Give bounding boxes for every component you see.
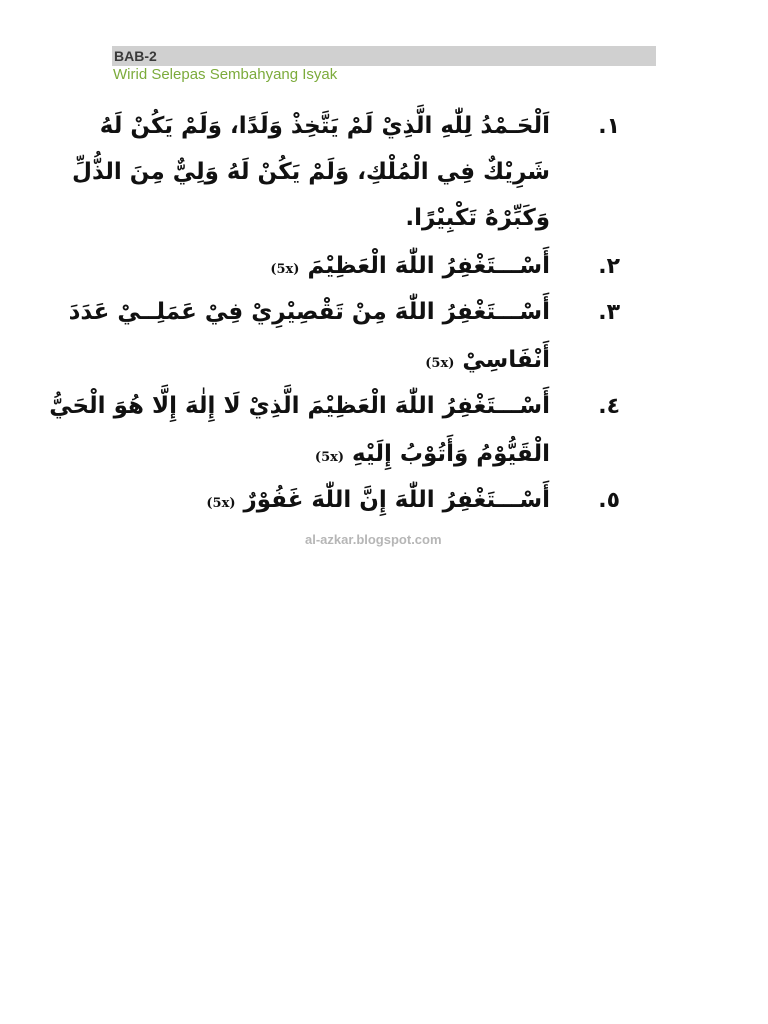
repeat-count: (5x) [314, 450, 345, 465]
repeat-count: (5x) [206, 496, 236, 511]
item-number: ٤. [598, 394, 620, 419]
item-text-line: اَلْحَـمْدُ لِلّٰهِ الَّذِيْ لَمْ يَتَّخِذْ وَلَدًا، وَلَمْ يَكُنْ لَهُ [99, 113, 550, 139]
repeat-count: (5x) [270, 262, 300, 277]
wirid-list [49, 100, 620, 520]
item-number: ٥. [598, 488, 620, 513]
item-text-line [425, 344, 550, 380]
item-text-line: وَكَبِّرْهُ تَكْبِيْرًا. [405, 205, 550, 231]
chapter-header-bar [112, 46, 656, 66]
item-number: ٣. [598, 300, 620, 325]
item-text-line [206, 484, 550, 520]
chapter-subtitle: Wirid Selepas Sembahyang Isyak [113, 66, 338, 83]
item-text-line: أَسْـــتَغْفِرُ اللّٰهَ الْعَظِيْمَ الَّذِيْ لَا إِلٰهَ إِلَّا هُوَ الْحَيُّ [49, 393, 550, 419]
item-text: أَنْفَاسِيْ [462, 347, 550, 373]
item-text: أَسْـــتَغْفِرُ اللّٰهَ الْعَظِيْمَ [307, 253, 550, 279]
item-text: الْقَيُّوْمُ وَأَتُوْبُ إِلَيْهِ [352, 441, 550, 467]
source-watermark: al-azkar.blogspot.com [305, 532, 442, 547]
item-number: ١. [598, 114, 620, 139]
chapter-label: BAB-2 [114, 48, 157, 64]
item-text-line: شَرِيْكٌ فِي الْمُلْكِ، وَلَمْ يَكُنْ لَهُ وَلِيٌّ مِنَ الذُّلِّ [71, 159, 550, 185]
item-text-line [270, 250, 550, 286]
item-text-line [315, 438, 550, 474]
item-text: أَسْـــتَغْفِرُ اللّٰهَ إِنَّ اللّٰهَ غَفُوْرٌ [243, 487, 550, 513]
item-text-line: أَسْـــتَغْفِرُ اللّٰهَ مِنْ تَقْصِيْرِيْ فِيْ عَمَلِــيْ عَدَدَ [68, 299, 550, 325]
item-number: ٢. [598, 254, 620, 279]
repeat-count: (5x) [425, 356, 455, 371]
